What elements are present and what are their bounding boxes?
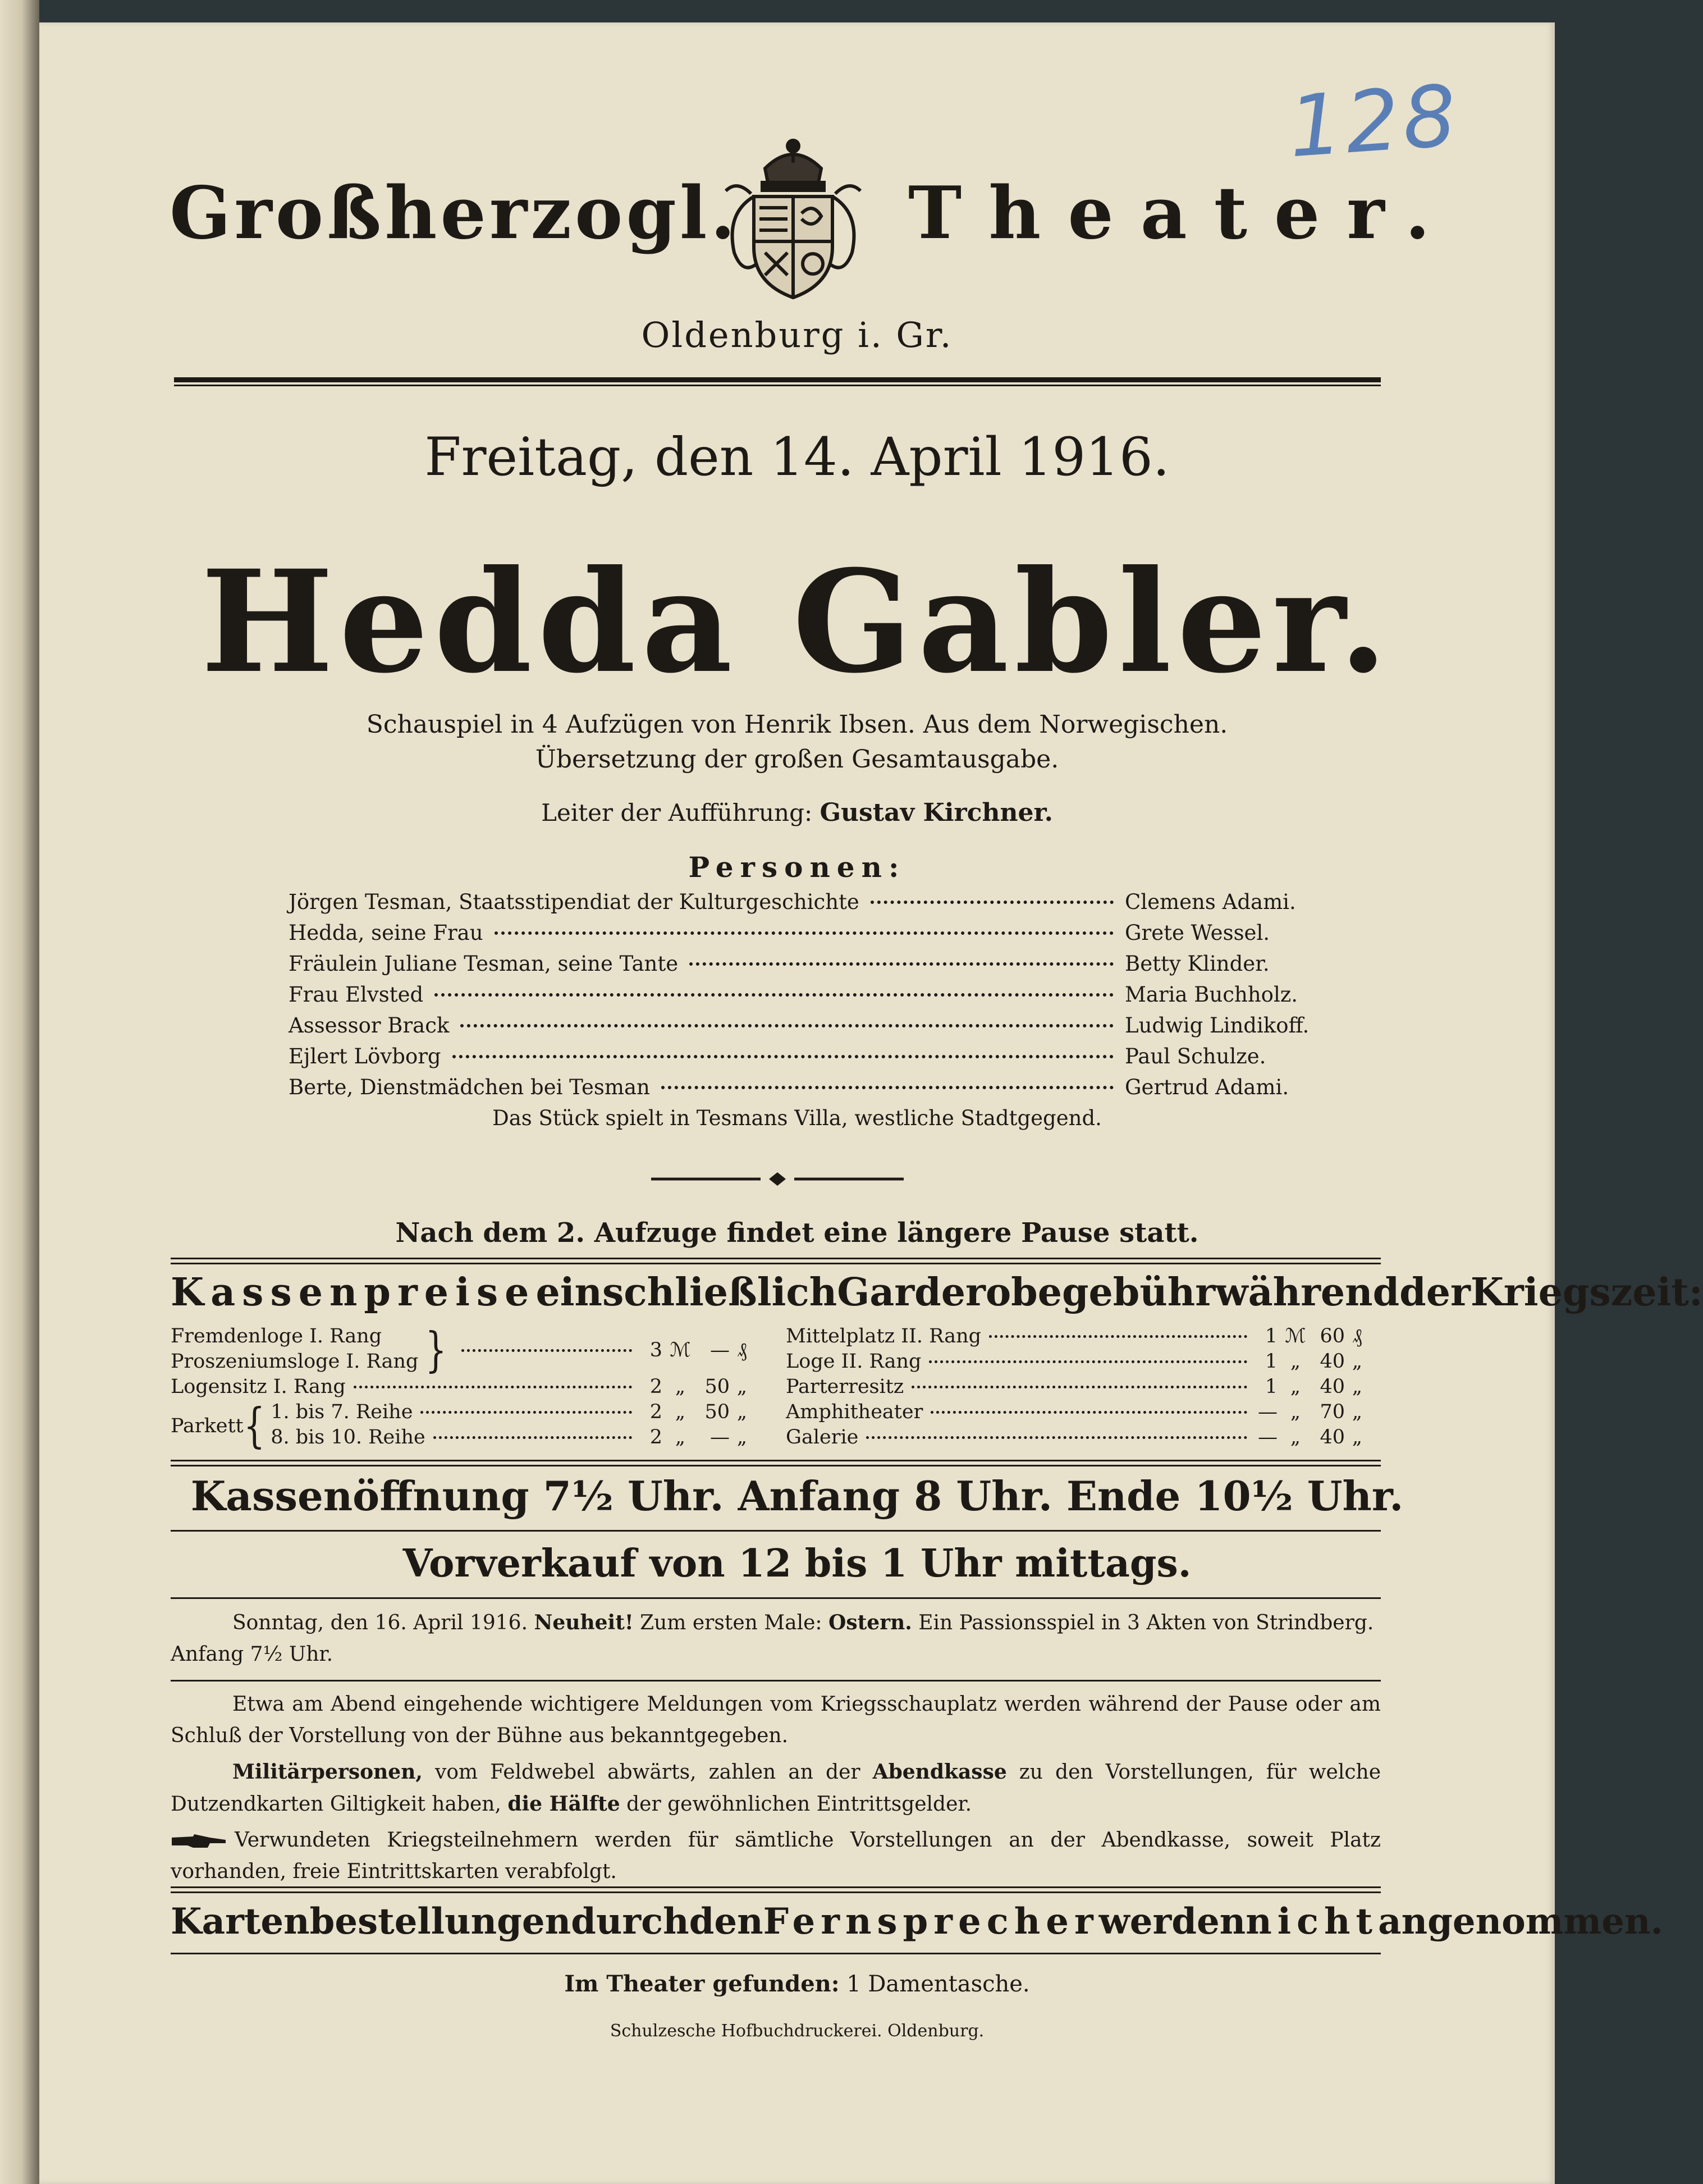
price-unit: „ [736,1376,748,1398]
parkett-label: Parkett [171,1415,244,1437]
military-notice [171,1756,1381,1820]
pointing-hand-icon [171,1833,227,1850]
header-rule [174,377,1381,386]
phone-top-rule [171,1886,1381,1893]
intermission-note: Nach dem 2. Aufzuge findet eine längere Pause statt. [395,1217,1199,1249]
director-label: Leiter der Aufführung: [541,799,813,826]
price-unit: „ [675,1426,686,1449]
cast-row [289,921,1288,952]
prices-left-column [171,1323,754,1454]
prices-heading-word: Kriegszeit: [1470,1270,1703,1315]
next-show-top-rule [171,1597,1381,1599]
performance-date: Freitag, den 14. April 1916. [424,427,1170,488]
cast-actor: Gertrud Adami. [1125,1075,1289,1099]
price-row-parkett [171,1399,754,1454]
phone-word: den [689,1900,763,1943]
price-row [271,1401,754,1426]
presale-top-rule [171,1530,1381,1532]
wounded-notice [171,1825,1381,1888]
price-cents: 60 [1320,1325,1345,1347]
grouped-labels [171,1325,418,1376]
price-unit: „ [1290,1401,1301,1423]
cast-actor: Paul Schulze. [1125,1044,1266,1068]
subtitle-line-2: Übersetzung der großen Gesamtausgabe. [535,745,1059,774]
cast-role: Hedda, seine Frau [289,921,483,945]
price-label: Loge II. Rang [786,1350,922,1373]
cast-role: Assessor Brack [289,1013,450,1038]
price-value: 2 [649,1401,662,1423]
price-label: Mittelplatz II. Rang [786,1325,982,1347]
leader-dots [931,1411,1247,1414]
military-text: der gewöhnlichen Eintrittsgelder. [620,1793,972,1816]
director-name: Gustav Kirchner. [820,798,1053,827]
price-value: — [1258,1401,1278,1423]
prices-heading-word: einschließlich [535,1270,837,1315]
subtitle-line-1: Schauspiel in 4 Aufzügen von Henrik Ibsen. Aus dem Norwegischen. [366,710,1228,739]
leader-dots [929,1360,1247,1363]
leader-dots [460,1024,1114,1027]
leader-dots [661,1086,1114,1089]
price-unit: „ [1352,1376,1363,1398]
price-unit: „ [1290,1350,1301,1373]
phone-word: durch [571,1900,689,1943]
next-show-start: Anfang 7½ Uhr. [171,1643,333,1666]
director-line [39,798,1555,827]
parkett-rows [271,1401,754,1451]
price-row-grouped-loges [171,1325,754,1376]
military-text: vom Feldwebel abwärts, zahlen an der [422,1761,873,1784]
cast-actor: Ludwig Lindikoff. [1125,1013,1310,1038]
opening-times: Kassenöffnung 7½ Uhr. Anfang 8 Uhr. Ende 10½ Uhr. [190,1472,1404,1520]
cast-role: Ejlert Lövborg [289,1044,441,1068]
next-show-text: Ein Passionsspiel in 3 Akten von Strindberg. [912,1611,1374,1634]
leader-dots [434,993,1114,997]
leader-dots [689,962,1114,966]
price-row [786,1376,1370,1401]
prices-heading [171,1270,1703,1315]
printer-imprint: Schulzesche Hofbuchdruckerei. Oldenburg. [610,2021,985,2041]
leader-dots [495,931,1114,935]
price-row [171,1376,754,1401]
archive-number: 128 [1285,67,1463,177]
phone-word: Kartenbestellungen [171,1900,571,1943]
cast-row [289,1013,1310,1044]
leader-dots [433,1436,632,1439]
header-left-word: Großherzogl. [170,171,739,255]
prices-heading-word: Kassenpreise [171,1270,536,1315]
cast-role: Jörgen Tesman, Staatsstipendiat der Kulturgeschichte [289,890,859,914]
play-subtitle [39,707,1555,777]
next-show-novelty: Neuheit! [534,1611,634,1634]
cast-role: Frau Elvsted [289,983,424,1007]
cast-role: Fräulein Juliane Tesman, seine Tante [289,952,679,976]
cast-row [289,952,1288,983]
price-value: — [1258,1426,1278,1449]
cast-list [289,890,1310,1106]
presale-times: Vorverkauf von 12 bis 1 Uhr mittags. [402,1541,1192,1586]
price-row [786,1426,1370,1451]
phone-word: angenommen. [1378,1900,1663,1943]
price-unit: „ [1352,1401,1363,1423]
cast-actor: Betty Klinder. [1125,952,1270,976]
price-cents: 40 [1320,1376,1345,1398]
playbill-sheet [39,22,1703,2184]
price-label: Parterresitz [786,1376,904,1398]
price-unit: ℳ [1285,1325,1306,1347]
price-label: 8. bis 10. Reihe [271,1426,425,1449]
military-bold: Militärpersonen, [232,1760,423,1784]
play-title: Hedda Gabler. [200,539,1394,704]
price-cents: 50 [704,1376,730,1398]
prices-right-column [786,1325,1370,1451]
notices-top-rule [171,1680,1381,1682]
ornament-divider-icon [651,1171,904,1187]
phone-notice [171,1900,1663,1943]
leader-dots [912,1386,1247,1388]
price-unit: ₰ [1352,1325,1362,1347]
war-news-notice: Etwa am Abend eingehende wichtigere Meldungen vom Kriegsschauplatz werden während der Pause oder am Schluß der Vorstellung von der Bühne aus bekanntgegeben. [171,1693,1381,1747]
next-show-date: Sonntag, den 16. April 1916. [232,1611,534,1634]
right-brace-icon: } [425,1323,447,1378]
phone-word: werden [1098,1900,1246,1943]
found-label: Im Theater gefunden: [564,1971,840,1997]
found-item: 1 Damentasche. [839,1971,1030,1997]
found-top-rule [171,1953,1381,1954]
price-value: 1 [1265,1376,1278,1398]
military-bold: Abendkasse [872,1760,1007,1784]
price-row [786,1401,1370,1426]
lost-and-found [39,1971,1555,1997]
prices-top-rule [171,1258,1381,1264]
price-cents: 70 [1320,1401,1345,1423]
prices-heading-word: Garderobegebühr [837,1270,1216,1315]
price-unit: „ [675,1376,686,1398]
left-brace-icon: { [244,1399,265,1454]
price-cents: 40 [1320,1350,1345,1373]
phone-word: nicht [1246,1900,1379,1943]
price-unit: „ [1352,1350,1363,1373]
cast-row [289,1075,1288,1106]
cast-actor: Clemens Adami. [1125,890,1296,914]
cast-actor: Grete Wessel. [1125,921,1270,945]
price-cents: — [710,1339,730,1361]
price-row [786,1350,1370,1376]
leader-dots [452,1055,1114,1058]
price-cents: 40 [1320,1426,1345,1449]
notices-block [171,1689,1381,1888]
leader-dots [871,901,1114,904]
price-unit: ₰ [737,1339,747,1361]
leader-dots [461,1349,632,1352]
price-label: Galerie [786,1426,859,1449]
price-row [786,1325,1370,1350]
price-value: 1 [1265,1350,1278,1373]
setting-note: Das Stück spielt in Tesmans Villa, westliche Stadtgegend. [492,1106,1102,1130]
price-value: 3 [649,1339,662,1361]
wounded-text: Verwundeten Kriegsteilnehmern werden für sämtliche Vorstellungen an der Abendkasse, soweit Platz vorhanden, freie Eintrittskarten verabfolgt. [171,1829,1381,1883]
next-show-title: Ostern. [828,1611,912,1634]
price-unit: „ [736,1426,748,1449]
price-cents: 50 [704,1401,730,1423]
next-show-text: Zum ersten Male: [633,1611,828,1634]
leader-dots [354,1386,632,1388]
next-show-notice [171,1607,1381,1670]
cast-heading: Personen: [688,851,906,884]
military-bold: die Hälfte [507,1792,620,1816]
cast-row [289,1044,1288,1075]
price-label: Proszeniumsloge I. Rang [171,1350,419,1373]
price-label: Amphitheater [786,1401,923,1423]
price-unit: „ [675,1401,686,1423]
price-unit: „ [736,1401,748,1423]
cast-row [289,890,1296,921]
price-unit: „ [1352,1426,1363,1449]
prices-heading-word: der [1399,1270,1471,1315]
coat-of-arms-icon [703,129,883,309]
cast-row [289,983,1298,1013]
military-text: zu den Vorstellungen, für welche Dutzendkarten Giltigkeit haben, [171,1761,1381,1816]
left-page-edge [0,0,39,2184]
price-label: 1. bis 7. Reihe [271,1401,413,1423]
leader-dots [866,1436,1247,1439]
price-row [271,1426,754,1451]
price-value: 1 [1265,1325,1278,1347]
next-show-line [171,1607,1381,1639]
price-value: 2 [649,1376,662,1398]
price-label: Logensitz I. Rang [171,1376,346,1398]
cast-actor: Maria Buchholz. [1125,983,1298,1007]
price-unit: „ [1290,1376,1301,1398]
prices-heading-word: während [1215,1270,1400,1315]
city-line: Oldenburg i. Gr. [641,314,953,355]
price-value: 2 [649,1426,662,1449]
phone-word: Fernsprecher [763,1900,1099,1943]
price-unit: ℳ [670,1339,691,1361]
price-unit: „ [1290,1426,1301,1449]
leader-dots [420,1411,632,1414]
cast-role: Berte, Dienstmädchen bei Tesman [289,1075,650,1099]
header-right-word: Theater. [908,171,1457,255]
price-cents: — [710,1426,730,1449]
opening-top-rule [171,1460,1381,1466]
price-label: Fremdenloge I. Rang [171,1325,382,1347]
leader-dots [989,1335,1247,1338]
